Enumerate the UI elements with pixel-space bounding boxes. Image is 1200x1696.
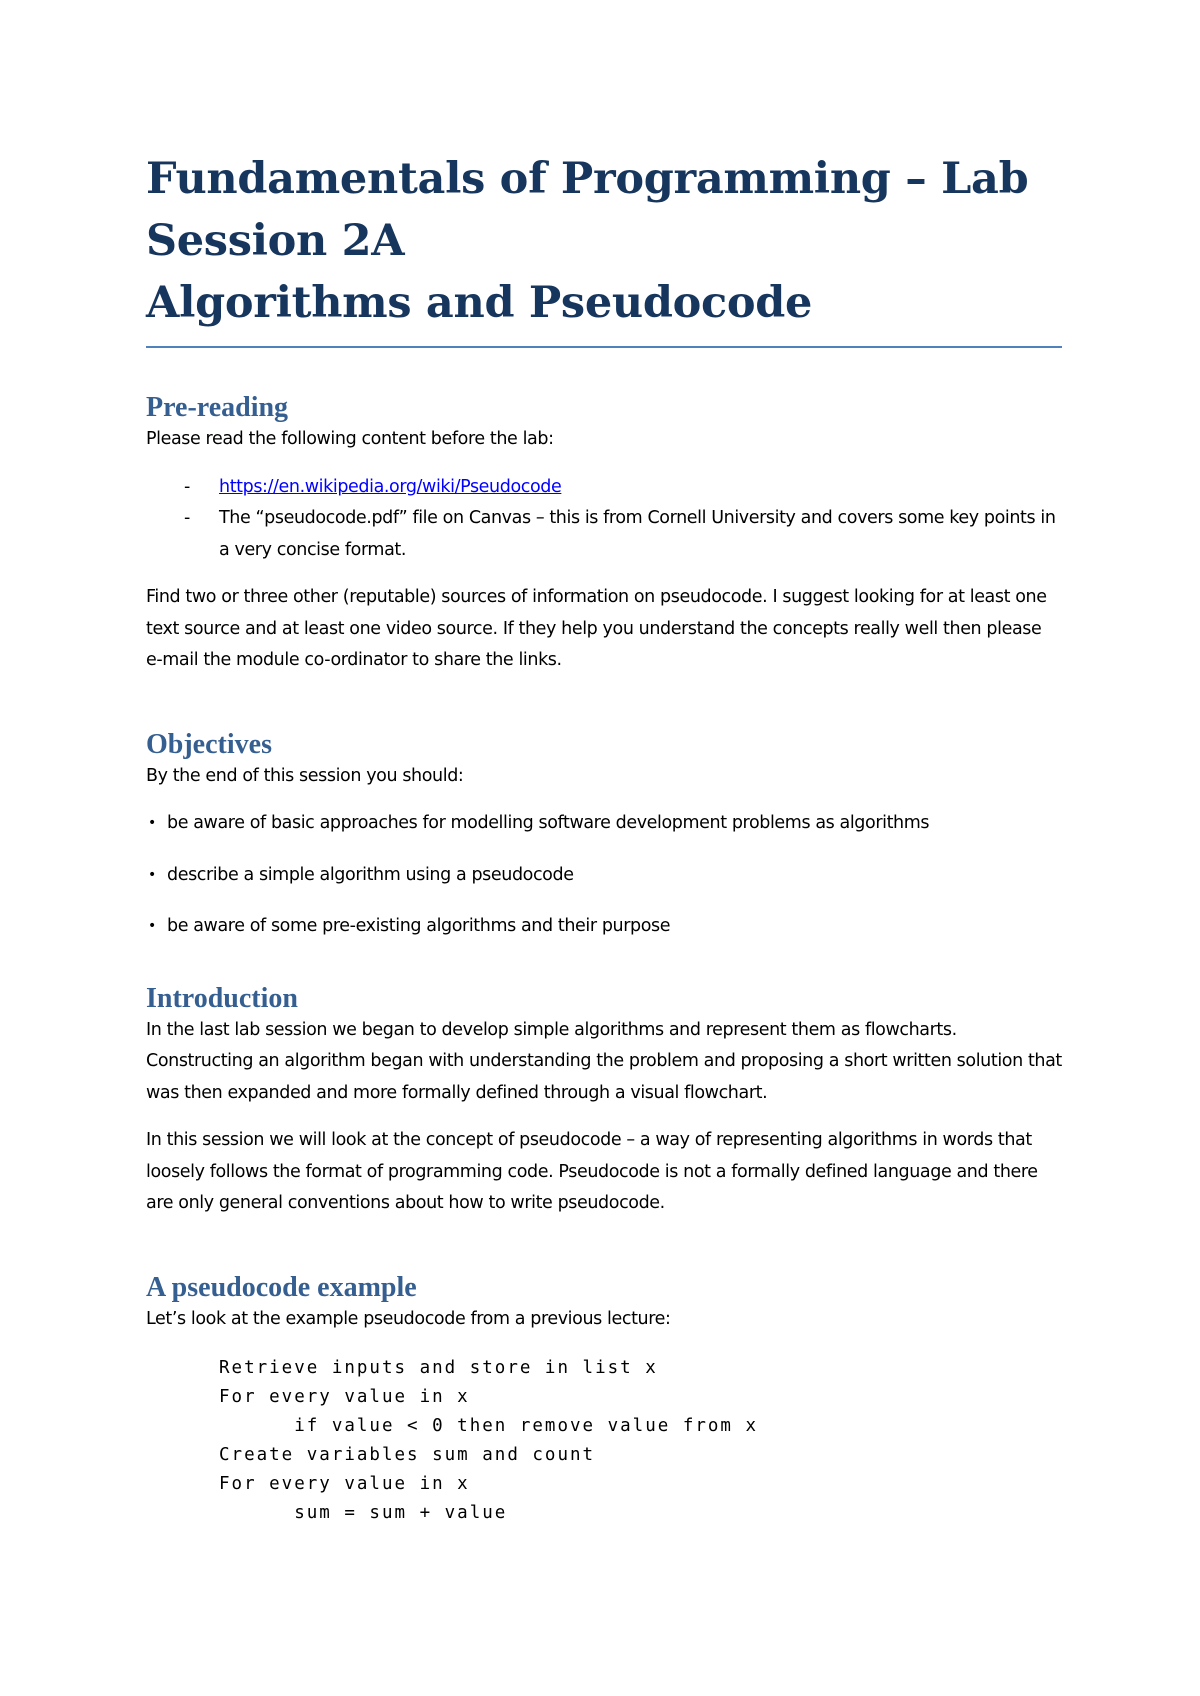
introduction-paragraph-1: In the last lab session we began to develop simple algorithms and represent them as flowcharts. Constructing an algorithm began with understanding the problem and proposing a short written solution that was then expanded and more formally defined through a visual flowchart. (146, 1019, 1062, 1103)
dash-marker: - (184, 476, 190, 497)
list-item (146, 911, 1062, 943)
list-item-text: be aware of basic approaches for modelling software development problems as algorithms (167, 813, 930, 833)
bullet-marker: • (148, 815, 156, 831)
bullet-marker: • (148, 918, 156, 934)
introduction-paragraph-2: In this session we will look at the concept of pseudocode – a way of representing algorithms in words that loosely follows the format of programming code. Pseudocode is not a formally defined language and there are only general conventions about how to write pseudocode. (146, 1130, 1038, 1213)
list-item (146, 472, 1062, 504)
objectives-heading: Objectives (146, 728, 272, 760)
list-item-text: The “pseudocode.pdf” file on Canvas – this is from Cornell University and covers some key points in a very concise format. (219, 508, 1056, 560)
list-item (146, 503, 1062, 566)
example-intro: Let’s look at the example pseudocode from a previous lecture: (146, 1308, 671, 1329)
example-heading: A pseudocode example (146, 1271, 417, 1303)
prereading-intro: Please read the following content before the lab: (146, 429, 554, 449)
wikipedia-link[interactable]: https://en.wikipedia.org/wiki/Pseudocode (219, 476, 562, 497)
prereading-paragraph: Find two or three other (reputable) sources of information on pseudocode. I suggest looking for at least one text source and at least one video source. If they help you understand the concepts really well then please e-mail the module co-ordinator to share the links. (146, 587, 1047, 670)
title-line-1: Fundamentals of Programming – Lab (146, 154, 1029, 204)
pseudocode-block: Retrieve inputs and store in list x For every value in x if value < 0 then remove value from x Create variables sum and count For every value in x sum = sum + value (219, 1358, 759, 1523)
prereading-heading: Pre-reading (146, 392, 289, 423)
dash-marker: - (184, 508, 190, 528)
list-item (146, 860, 1062, 892)
document-page (146, 148, 1062, 1528)
title-divider (146, 346, 1062, 348)
list-item (146, 808, 1062, 840)
list-item-text: describe a simple algorithm using a pseudocode (167, 864, 574, 885)
introduction-heading: Introduction (146, 982, 298, 1014)
document-title (146, 148, 1062, 334)
objectives-list (146, 808, 1062, 943)
title-line-2: Session 2A (146, 216, 405, 266)
list-item-text: be aware of some pre-existing algorithms and their purpose (167, 916, 671, 936)
bullet-marker: • (148, 866, 156, 883)
prereading-list (146, 472, 1062, 567)
objectives-intro: By the end of this session you should: (146, 765, 464, 786)
title-line-3: Algorithms and Pseudocode (146, 278, 813, 328)
